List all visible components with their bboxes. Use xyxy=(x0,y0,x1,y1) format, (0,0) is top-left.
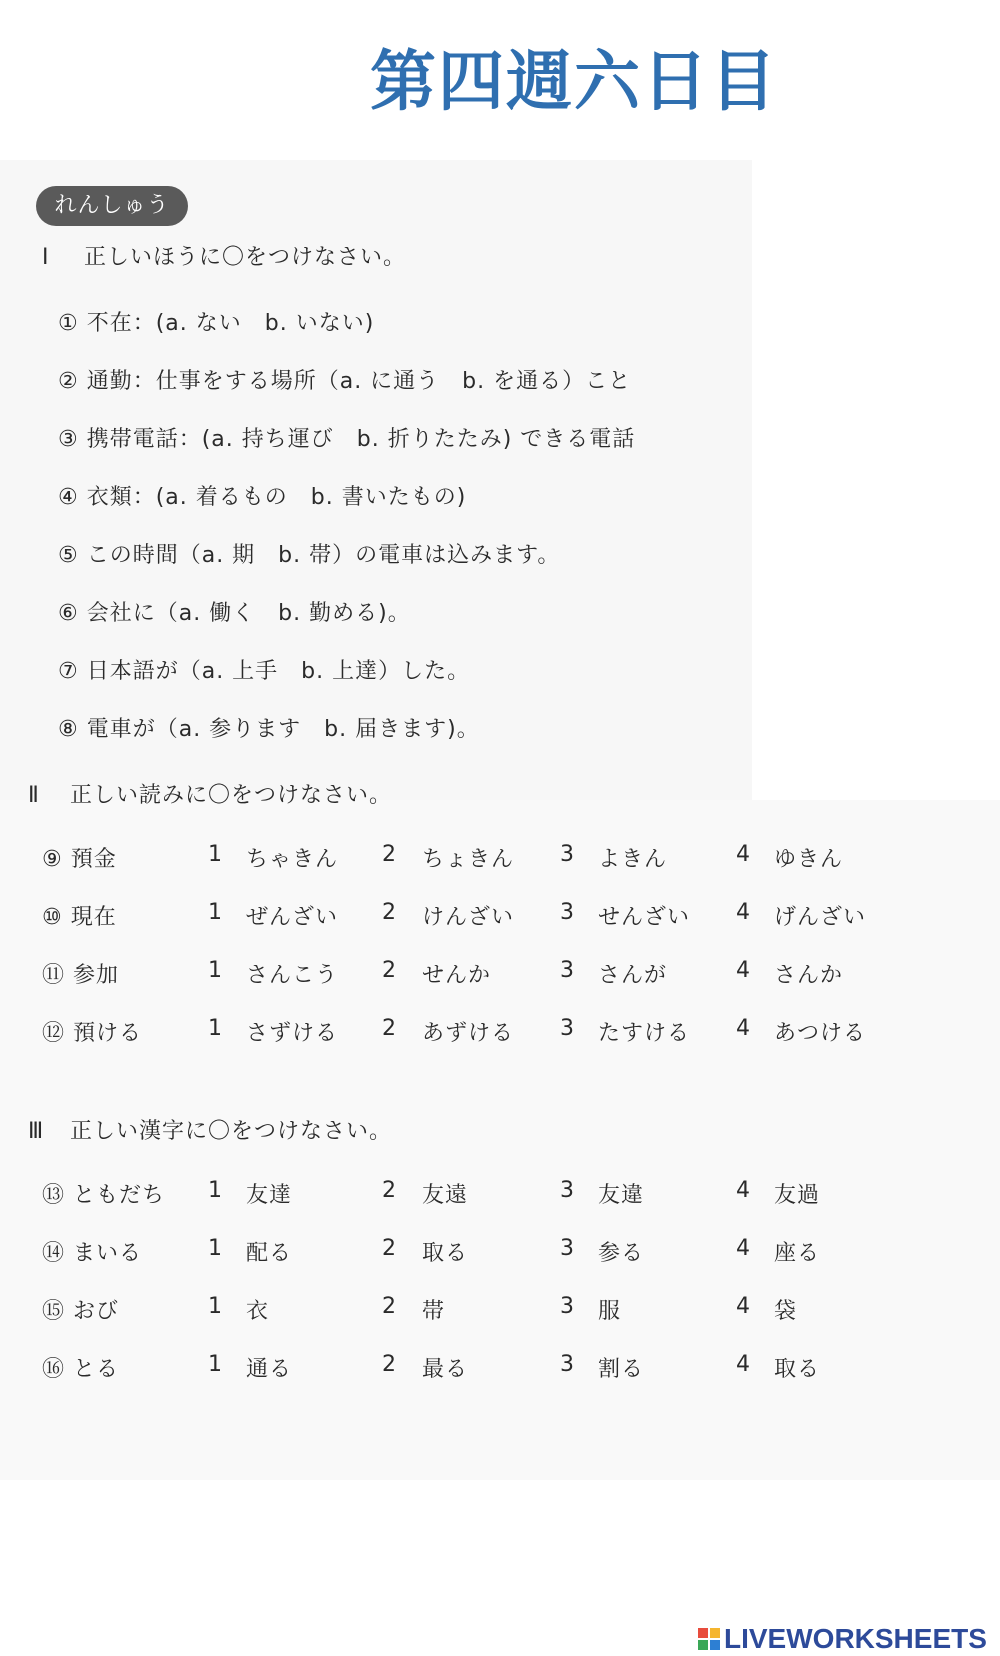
option-number: 2 xyxy=(382,842,397,867)
option-choice-2[interactable]: あずける xyxy=(422,1021,515,1046)
option-number: 1 xyxy=(208,900,223,925)
question-row-9 xyxy=(42,842,942,878)
option-choice-4[interactable]: 取る xyxy=(774,1357,821,1382)
option-number: 2 xyxy=(382,1236,397,1261)
option-choice-4[interactable]: さんか xyxy=(774,963,844,988)
option-number: 2 xyxy=(382,1178,397,1203)
option-choice-1[interactable]: 友達 xyxy=(246,1183,293,1208)
question-label: ⑭ まいる xyxy=(42,1241,142,1266)
question-3: ③ 携帯電話：(a. 持ち運び b. 折りたたみ) できる電話 xyxy=(58,427,636,452)
option-choice-3[interactable]: 服 xyxy=(598,1299,622,1324)
option-choice-2[interactable]: 取る xyxy=(422,1241,469,1266)
option-number: 1 xyxy=(208,1352,223,1377)
option-number: 3 xyxy=(560,900,575,925)
option-choice-4[interactable]: ゆきん xyxy=(774,847,844,872)
section-3-instruction: 正しい漢字に〇をつけなさい。 xyxy=(70,1119,393,1144)
option-choice-2[interactable]: ちょきん xyxy=(422,847,515,872)
option-number: 3 xyxy=(560,842,575,867)
option-choice-2[interactable]: 帯 xyxy=(422,1299,446,1324)
brand-name: LIVEWORKSHEETS xyxy=(724,1623,987,1654)
section-1-heading xyxy=(42,240,406,271)
option-choice-4[interactable]: 座る xyxy=(774,1241,821,1266)
option-number: 2 xyxy=(382,1016,397,1041)
option-choice-4[interactable]: 袋 xyxy=(774,1299,798,1324)
question-row-12 xyxy=(42,1016,942,1052)
question-label: ⑪ 参加 xyxy=(42,963,119,988)
option-number: 3 xyxy=(560,1294,575,1319)
section-3-number: Ⅲ xyxy=(28,1119,45,1144)
section-3-heading xyxy=(28,1114,392,1145)
option-choice-4[interactable]: あつける xyxy=(774,1021,867,1046)
question-label: ⑨ 預金 xyxy=(42,847,117,872)
option-number: 3 xyxy=(560,1178,575,1203)
option-number: 3 xyxy=(560,1236,575,1261)
option-number: 4 xyxy=(736,900,751,925)
option-choice-1[interactable]: ぜんざい xyxy=(246,905,339,930)
option-choice-3[interactable]: 参る xyxy=(598,1241,645,1266)
option-number: 4 xyxy=(736,1236,751,1261)
option-choice-1[interactable]: 配る xyxy=(246,1241,293,1266)
option-choice-4[interactable]: げんざい xyxy=(774,905,867,930)
section-1-instruction: 正しいほうに〇をつけなさい。 xyxy=(84,245,407,270)
option-number: 2 xyxy=(382,1294,397,1319)
question-1: ① 不在：(a. ない b. いない) xyxy=(58,311,375,336)
liveworksheets-logo[interactable] xyxy=(698,1624,987,1654)
question-row-15 xyxy=(42,1294,942,1330)
section-2-number: Ⅱ xyxy=(28,783,40,808)
option-choice-3[interactable]: よきん xyxy=(598,847,668,872)
option-choice-1[interactable]: さずける xyxy=(246,1021,339,1046)
option-number: 4 xyxy=(736,1178,751,1203)
option-number: 1 xyxy=(208,842,223,867)
question-row-10 xyxy=(42,900,942,936)
practice-badge: れんしゅう xyxy=(36,186,188,226)
option-number: 1 xyxy=(208,1236,223,1261)
option-choice-1[interactable]: さんこう xyxy=(246,963,339,988)
option-choice-3[interactable]: たすける xyxy=(598,1021,691,1046)
option-choice-1[interactable]: ちゃきん xyxy=(246,847,339,872)
question-label: ⑯ とる xyxy=(42,1357,119,1382)
question-5: ⑤ この時間（a. 期 b. 帯）の電車は込みます。 xyxy=(58,543,561,568)
question-row-14 xyxy=(42,1236,942,1272)
question-6: ⑥ 会社に（a. 働く b. 勤める)。 xyxy=(58,601,411,626)
option-choice-3[interactable]: せんざい xyxy=(598,905,691,930)
question-row-16 xyxy=(42,1352,942,1388)
section-1-number: Ⅰ xyxy=(42,245,50,270)
option-number: 4 xyxy=(736,1352,751,1377)
option-choice-2[interactable]: 友遠 xyxy=(422,1183,469,1208)
option-number: 4 xyxy=(736,1294,751,1319)
option-number: 1 xyxy=(208,1294,223,1319)
liveworksheets-blocks-icon xyxy=(698,1628,722,1650)
page-title: 第四週六日目 xyxy=(370,43,778,120)
question-label: ⑩ 現在 xyxy=(42,905,117,930)
option-number: 4 xyxy=(736,1016,751,1041)
worksheet-scan xyxy=(0,160,1000,1480)
option-choice-1[interactable]: 衣 xyxy=(246,1299,270,1324)
option-number: 4 xyxy=(736,958,751,983)
question-label: ⑫ 預ける xyxy=(42,1021,142,1046)
option-number: 1 xyxy=(208,1016,223,1041)
option-number: 2 xyxy=(382,958,397,983)
option-number: 3 xyxy=(560,1016,575,1041)
option-choice-4[interactable]: 友過 xyxy=(774,1183,821,1208)
question-row-13 xyxy=(42,1178,942,1214)
section-2-heading xyxy=(28,778,392,809)
option-number: 2 xyxy=(382,1352,397,1377)
question-label: ⑬ ともだち xyxy=(42,1183,165,1208)
option-number: 1 xyxy=(208,958,223,983)
option-choice-2[interactable]: けんざい xyxy=(422,905,515,930)
question-4: ④ 衣類：(a. 着るもの b. 書いたもの) xyxy=(58,485,467,510)
option-choice-3[interactable]: 友違 xyxy=(598,1183,645,1208)
option-number: 1 xyxy=(208,1178,223,1203)
question-label: ⑮ おび xyxy=(42,1299,119,1324)
question-row-11 xyxy=(42,958,942,994)
question-8: ⑧ 電車が（a. 参ります b. 届きます)。 xyxy=(58,717,480,742)
option-choice-2[interactable]: 最る xyxy=(422,1357,469,1382)
option-choice-3[interactable]: さんが xyxy=(598,963,668,988)
option-choice-2[interactable]: せんか xyxy=(422,963,492,988)
option-choice-3[interactable]: 割る xyxy=(598,1357,645,1382)
question-2: ② 通勤：仕事をする場所（a. に通う b. を通る）こと xyxy=(58,369,632,394)
option-choice-1[interactable]: 通る xyxy=(246,1357,293,1382)
option-number: 4 xyxy=(736,842,751,867)
question-7: ⑦ 日本語が（a. 上手 b. 上達）した。 xyxy=(58,659,471,684)
option-number: 3 xyxy=(560,1352,575,1377)
option-number: 3 xyxy=(560,958,575,983)
section-2-instruction: 正しい読みに〇をつけなさい。 xyxy=(70,783,393,808)
option-number: 2 xyxy=(382,900,397,925)
